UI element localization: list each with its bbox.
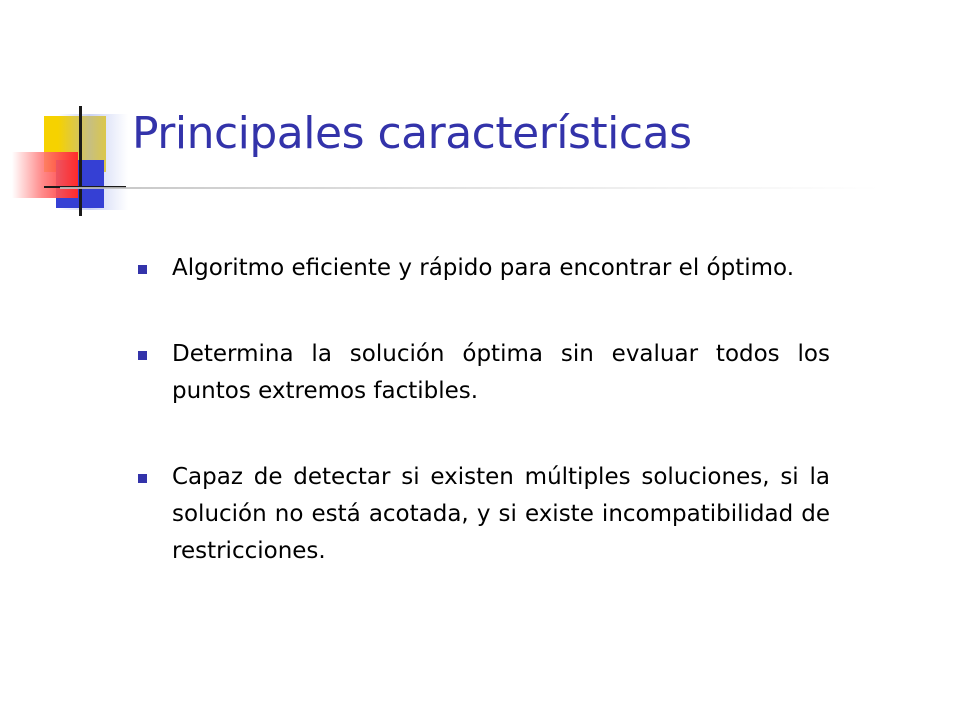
bullet-list	[130, 250, 830, 619]
vertical-line	[79, 106, 82, 216]
bullet-item	[130, 459, 830, 570]
bullet-text: Algoritmo eficiente y rápido para encontrar el óptimo.	[172, 255, 794, 281]
bullet-text: Determina la solución óptima sin evaluar todos los puntos extremos factibles.	[172, 341, 830, 404]
bullet-item	[130, 336, 830, 410]
bullet-text: Capaz de detectar si existen múltiples soluciones, si la solución no está acotada, y si existe incompatibilidad de restricciones.	[172, 464, 830, 564]
red-gradient-bar	[12, 152, 78, 198]
slide-title: Principales características	[132, 108, 692, 159]
bullet-item	[130, 250, 830, 287]
title-underline	[60, 187, 880, 189]
square-bullet-icon	[138, 351, 147, 360]
square-bullet-icon	[138, 474, 147, 483]
square-bullet-icon	[138, 265, 147, 274]
decorative-logo	[0, 0, 140, 230]
